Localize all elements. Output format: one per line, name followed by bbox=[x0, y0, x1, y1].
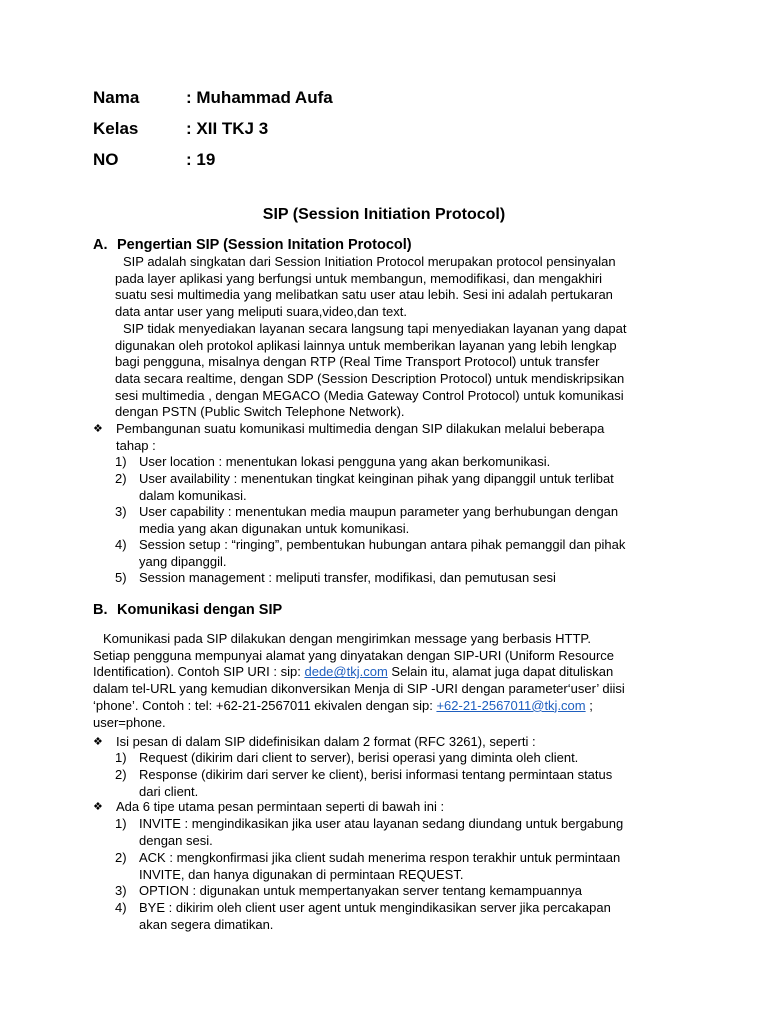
list-number: 2) bbox=[115, 471, 127, 486]
paragraph-line: bagi pengguna, misalnya dengan RTP (Real Time Transport Protocol) untuk transfer bbox=[115, 354, 600, 370]
list-number: 1) bbox=[115, 454, 127, 469]
paragraph-line: data secara realtime, dengan SDP (Session Description Protocol) untuk mendiskripsikan bbox=[115, 370, 625, 386]
paragraph-line: suatu sesi multimedia yang melibatkan satu user atau lebih. Sesi ini adalah pertukaran bbox=[115, 287, 613, 303]
list-number: 4) bbox=[115, 900, 127, 915]
kelas-value: : XII TKJ 3 bbox=[186, 119, 269, 138]
diamond-bullet-icon: ❖ bbox=[93, 801, 103, 813]
list-text: INVITE : mengindikasikan jika user atau layanan sedang diundang untuk bergabung bbox=[139, 816, 624, 831]
paragraph-text: ; bbox=[585, 697, 593, 713]
no-label: NO bbox=[93, 150, 119, 169]
list-text: Response (dikirim dari server ke client), berisi informasi tentang permintaan status bbox=[139, 767, 613, 782]
paragraph-text: Identification). Contoh SIP URI : sip: bbox=[93, 664, 305, 680]
no-value: : 19 bbox=[186, 150, 216, 169]
section-b-paragraph bbox=[93, 631, 625, 731]
paragraph-line bbox=[93, 664, 625, 681]
paragraph-line: dengan PSTN (Public Switch Telephone Network). bbox=[115, 404, 405, 420]
list-number: 1) bbox=[115, 750, 127, 765]
list-text: Session management : meliputi transfer, modifikasi, dan pemutusan sesi bbox=[139, 570, 556, 585]
nama-label: Nama bbox=[93, 88, 140, 107]
list-text: User capability : menentukan media maupun parameter yang berhubungan dengan bbox=[139, 504, 619, 519]
list-text: akan segera dimatikan. bbox=[139, 916, 274, 932]
list-number: 5) bbox=[115, 570, 127, 585]
paragraph-line: digunakan oleh protokol aplikasi lainnya untuk memberikan layanan yang lebih lengkap bbox=[115, 337, 617, 353]
section-a-heading bbox=[93, 237, 412, 253]
list-text: Session setup : “ringing”, pembentukan hubungan antara pihak pemanggil dan pihak bbox=[139, 537, 626, 552]
list-text: OPTION : digunakan untuk mempertanyakan server tentang kemampuannya bbox=[139, 883, 582, 898]
nama-value: : Muhammad Aufa bbox=[186, 88, 333, 107]
kelas-label: Kelas bbox=[93, 119, 139, 138]
document-title: SIP (Session Initiation Protocol) bbox=[262, 206, 506, 223]
paragraph-line: dalam tel-URL yang kemudian dikonversikan Menja di SIP -URI dengan parameter‘user’ diisi bbox=[93, 681, 625, 697]
paragraph-line: SIP adalah singkatan dari Session Initiation Protocol merupakan protocol pensinyalan bbox=[123, 254, 616, 269]
bullet-text: tahap : bbox=[116, 437, 156, 453]
list-text: Request (dikirim dari client to server), berisi operasi yang diminta oleh client. bbox=[139, 750, 579, 765]
section-a-title: Pengertian SIP (Session Initation Protocol) bbox=[117, 237, 412, 253]
section-b-heading bbox=[93, 602, 282, 618]
list-number: 3) bbox=[115, 504, 127, 519]
bullet-text: Pembangunan suatu komunikasi multimedia dengan SIP dilakukan melalui beberapa bbox=[116, 421, 605, 436]
bullet-text: Isi pesan di dalam SIP didefinisikan dalam 2 format (RFC 3261), seperti : bbox=[116, 734, 536, 749]
diamond-bullet-icon: ❖ bbox=[93, 736, 103, 748]
list-text: media yang akan digunakan untuk komunikasi. bbox=[139, 520, 410, 536]
list-text: yang dipanggil. bbox=[139, 553, 227, 569]
paragraph-line: SIP tidak menyediakan layanan secara langsung tapi menyediakan layanan yang dapat bbox=[123, 320, 627, 336]
list-number: 2) bbox=[115, 767, 127, 782]
paragraph-line: user=phone. bbox=[93, 714, 166, 730]
list-number: 3) bbox=[115, 883, 127, 898]
list-text: INVITE, dan hanya digunakan di permintaan REQUEST. bbox=[139, 866, 464, 882]
list-number: 2) bbox=[115, 850, 127, 865]
section-b-title: Komunikasi dengan SIP bbox=[117, 602, 283, 618]
diamond-bullet-icon: ❖ bbox=[93, 423, 103, 435]
paragraph-text: Selain itu, alamat juga dapat dituliskan bbox=[387, 664, 614, 680]
paragraph-text: ‘phone’. Contoh : tel: +62-21-2567011 ekivalen dengan sip: bbox=[93, 697, 437, 713]
list-text: dari client. bbox=[139, 783, 199, 799]
list-text: dengan sesi. bbox=[139, 832, 213, 848]
list-number: 1) bbox=[115, 816, 127, 831]
paragraph-line bbox=[93, 698, 625, 715]
list-text: User availability : menentukan tingkat keinginan pihak yang dipanggil untuk terlibat bbox=[139, 471, 614, 486]
paragraph-line: pada layer aplikasi yang berfungsi untuk membangun, memodifikasi, dan mengakhiri bbox=[115, 270, 603, 286]
bullet-text: Ada 6 tipe utama pesan permintaan seperti di bawah ini : bbox=[116, 799, 445, 814]
paragraph-line: data antar user yang meliputi suara,video,dan text. bbox=[115, 304, 407, 320]
list-text: User location : menentukan lokasi pengguna yang akan berkomunikasi. bbox=[139, 454, 551, 469]
list-text: dalam komunikasi. bbox=[139, 487, 247, 503]
list-text: BYE : dikirim oleh client user agent untuk mengindikasikan server jika percakapan bbox=[139, 900, 611, 915]
section-a-letter: A. bbox=[93, 237, 108, 253]
tel-sip-link[interactable]: +62-21-2567011@tkj.com bbox=[436, 697, 586, 713]
list-number: 4) bbox=[115, 537, 127, 552]
paragraph-line: Komunikasi pada SIP dilakukan dengan mengirimkan message yang berbasis HTTP. bbox=[103, 631, 592, 646]
list-text: ACK : mengkonfirmasi jika client sudah menerima respon terakhir untuk permintaan bbox=[139, 850, 621, 865]
sip-uri-link[interactable]: dede@tkj.com bbox=[304, 664, 388, 680]
paragraph-line: Setiap pengguna mempunyai alamat yang dinyatakan dengan SIP-URI (Uniform Resource bbox=[93, 647, 615, 663]
section-a-paragraph bbox=[115, 254, 627, 421]
section-b-letter: B. bbox=[93, 602, 108, 618]
paragraph-line: sesi multimedia , dengan MEGACO (Media Gateway Control Protocol) untuk komunikasi bbox=[115, 387, 624, 403]
